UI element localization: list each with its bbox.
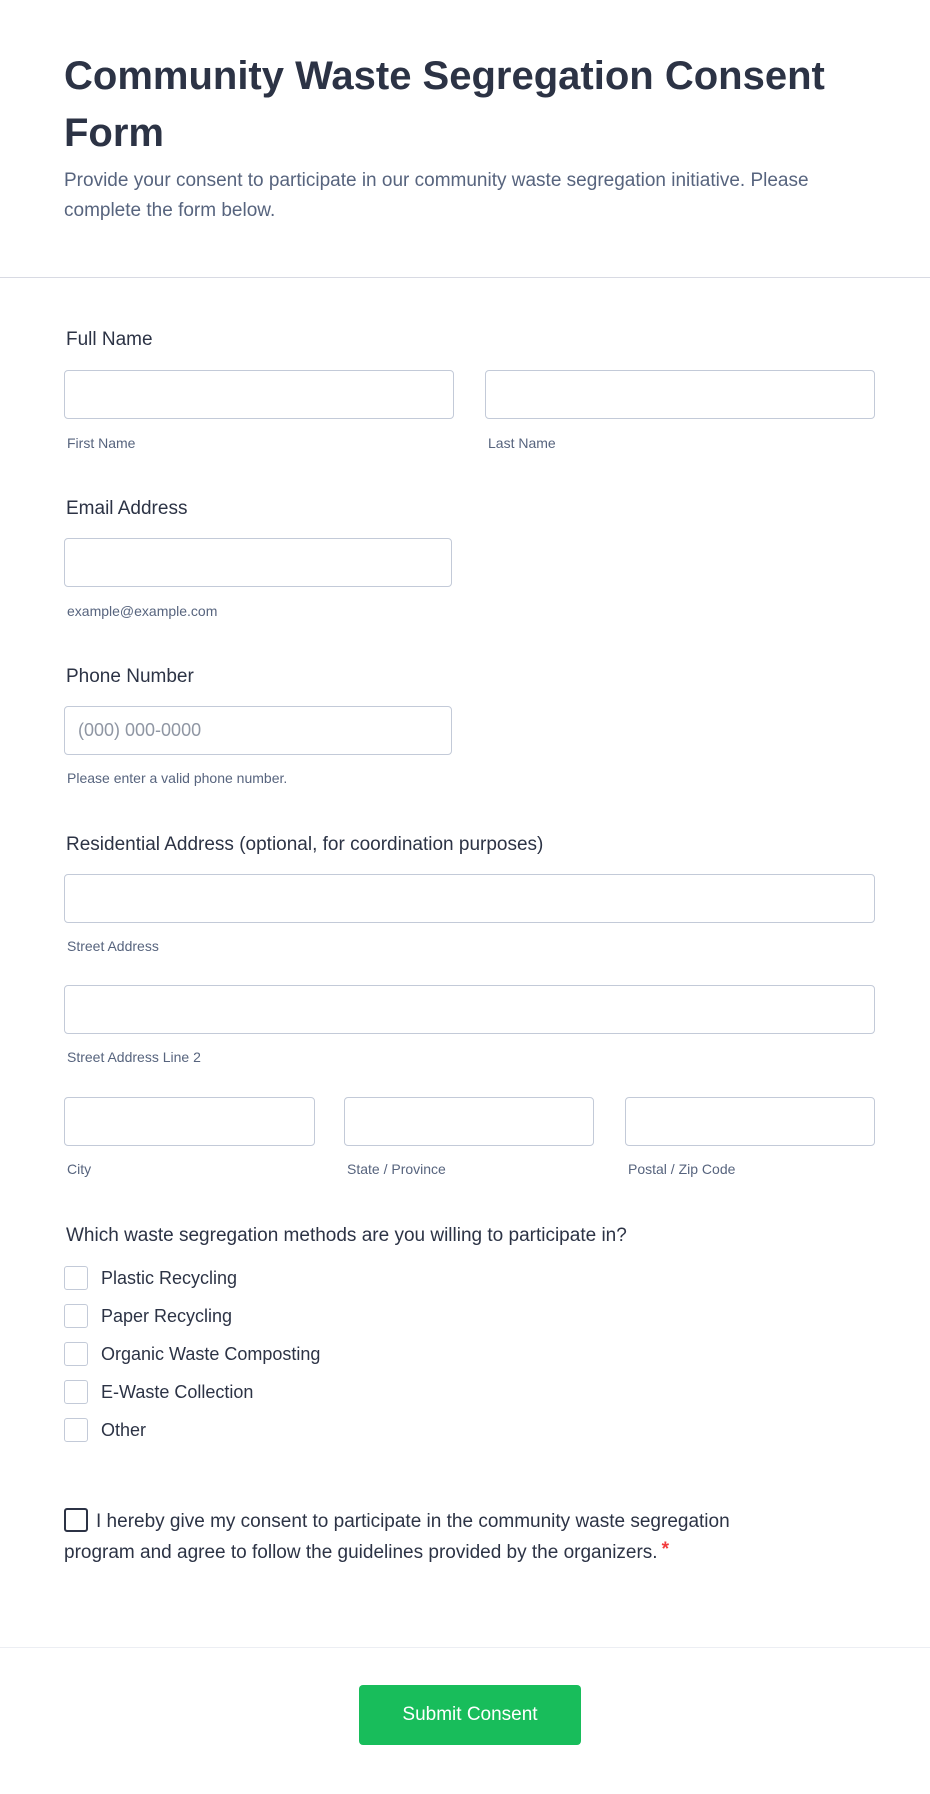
checkbox-e-waste[interactable] [64,1380,88,1404]
zip-sublabel: Postal / Zip Code [628,1161,736,1177]
state-sublabel: State / Province [347,1161,446,1177]
last-name-input[interactable] [485,370,875,419]
email-hint: example@example.com [67,603,218,619]
option-label[interactable]: E-Waste Collection [101,1382,254,1402]
state-input[interactable] [344,1097,594,1146]
last-name-sublabel: Last Name [488,435,556,451]
street-address-input[interactable] [64,874,875,923]
page-subtitle: Provide your consent to participate in our community waste segregation initiative. Please complete the form below. [64,170,809,221]
phone-label: Phone Number [66,666,194,687]
option-label[interactable]: Other [101,1420,147,1440]
phone-hint: Please enter a valid phone number. [67,770,288,786]
city-input[interactable] [64,1097,315,1146]
option-label[interactable]: Organic Waste Composting [101,1344,321,1364]
checkbox-plastic-recycling[interactable] [64,1266,88,1290]
required-mark: * [661,1539,669,1560]
phone-input[interactable]: (000) 000-0000 [64,706,452,755]
checkbox-organic-composting[interactable] [64,1342,88,1366]
first-name-input[interactable] [64,370,454,419]
option-label[interactable]: Paper Recycling [101,1306,233,1326]
first-name-sublabel: First Name [67,435,136,451]
zip-input[interactable] [625,1097,875,1146]
street-address-sublabel: Street Address [67,938,159,954]
consent-text: I hereby give my consent to participate in the community waste segregation program and agree to follow the guidelines provided by the organizers. [64,1511,730,1563]
address-label: Residential Address (optional, for coordination purposes) [66,834,544,855]
checkbox-other[interactable] [64,1418,88,1442]
header-divider [0,277,930,278]
consent-checkbox[interactable] [64,1508,88,1532]
submit-consent-button[interactable]: Submit Consent [359,1685,581,1745]
email-input[interactable] [64,538,452,587]
full-name-label: Full Name [66,329,153,350]
consent-field [64,1508,764,1567]
street-address-line2-sublabel: Street Address Line 2 [67,1049,201,1065]
email-label: Email Address [66,498,188,519]
option-label[interactable]: Plastic Recycling [101,1268,238,1288]
methods-question: Which waste segregation methods are you willing to participate in? [66,1225,627,1246]
city-sublabel: City [67,1161,92,1177]
footer-divider [0,1647,930,1648]
page-title: Community Waste Segregation Consent Form [64,54,825,155]
street-address-line2-input[interactable] [64,985,875,1034]
checkbox-paper-recycling[interactable] [64,1304,88,1328]
